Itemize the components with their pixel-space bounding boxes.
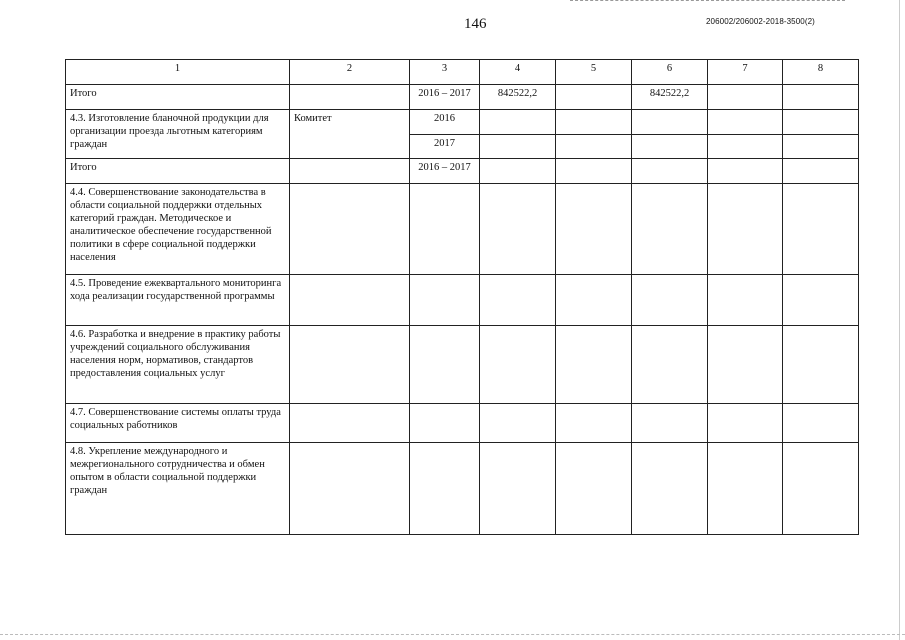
value-cell [480,404,556,443]
period-cell [410,326,480,404]
value-cell [708,275,783,326]
column-header: 5 [556,60,632,85]
row-name: 4.3. Изготовление бланочной продукции для организации проезда льготным категориям граждан [66,110,290,159]
table-row-itogo [66,159,859,184]
page-number: 146 [464,16,487,32]
value-cell [480,135,556,159]
value-cell [783,135,859,159]
value-cell [556,184,632,275]
value-cell [556,135,632,159]
value-cell [708,326,783,404]
period-cell: 2016 – 2017 [410,85,480,110]
scan-edge-right [899,0,900,640]
value-cell [632,184,708,275]
row-name: Итого [66,85,290,110]
column-header: 2 [290,60,410,85]
value-cell [632,135,708,159]
value-cell [556,443,632,535]
value-cell [480,443,556,535]
row-name: Итого [66,159,290,184]
column-header: 3 [410,60,480,85]
executor-cell [290,404,410,443]
value-cell [783,443,859,535]
period-cell [410,184,480,275]
value-cell [480,326,556,404]
value-cell [632,443,708,535]
period-cell: 2016 – 2017 [410,159,480,184]
value-cell [480,184,556,275]
document-code: 206002/206002-2018-3500(2) [706,17,815,26]
column-header: 6 [632,60,708,85]
value-cell [632,110,708,135]
scan-artifact-top [570,0,845,4]
period-cell [410,404,480,443]
period-cell: 2017 [410,135,480,159]
value-cell [480,110,556,135]
row-name: 4.5. Проведение ежеквартального мониторинга хода реализации государственной программы [66,275,290,326]
value-cell [556,110,632,135]
executor-cell [290,85,410,110]
value-cell [480,159,556,184]
value-cell [480,275,556,326]
program-table [65,59,859,535]
value-cell [632,326,708,404]
executor-cell [290,159,410,184]
executor-cell [290,275,410,326]
value-cell [556,326,632,404]
column-header: 8 [783,60,859,85]
row-name: 4.4. Совершенствование законодательства в области социальной поддержки отдельных категорий граждан. Методическое и аналитическое обеспечение государственной политики в сфере социальной поддержки населения [66,184,290,275]
value-cell [708,404,783,443]
table-row-4-6 [66,326,859,404]
scan-artifact-bottom [0,634,905,637]
value-cell [708,85,783,110]
period-cell [410,275,480,326]
executor-cell [290,443,410,535]
value-cell [783,404,859,443]
row-name: 4.8. Укрепление международного и межрегионального сотрудничества и обмен опытом в области социальной поддержки граждан [66,443,290,535]
value-cell: 842522,2 [480,85,556,110]
value-cell [632,275,708,326]
table-row-4-5 [66,275,859,326]
value-cell: 842522,2 [632,85,708,110]
period-cell: 2016 [410,110,480,135]
value-cell [708,159,783,184]
table-row-4-7 [66,404,859,443]
value-cell [783,184,859,275]
value-cell [556,159,632,184]
value-cell [556,85,632,110]
table-row-itogo [66,85,859,110]
value-cell [556,404,632,443]
value-cell [632,404,708,443]
executor-cell: Комитет [290,110,410,159]
value-cell [783,326,859,404]
row-name: 4.7. Совершенствование системы оплаты труда социальных работников [66,404,290,443]
table-row-4-8 [66,443,859,535]
value-cell [556,275,632,326]
value-cell [783,85,859,110]
value-cell [708,110,783,135]
table-row-4-4 [66,184,859,275]
value-cell [708,184,783,275]
period-cell [410,443,480,535]
value-cell [632,159,708,184]
column-header: 1 [66,60,290,85]
header-row [66,60,859,85]
value-cell [783,275,859,326]
value-cell [708,135,783,159]
column-header: 7 [708,60,783,85]
value-cell [783,110,859,135]
executor-cell [290,326,410,404]
value-cell [708,443,783,535]
table-row-4-3 [66,110,859,135]
row-name: 4.6. Разработка и внедрение в практику работы учреждений социального обслуживания населения норм, нормативов, стандартов предоставления социальных услуг [66,326,290,404]
value-cell [783,159,859,184]
column-header: 4 [480,60,556,85]
executor-cell [290,184,410,275]
